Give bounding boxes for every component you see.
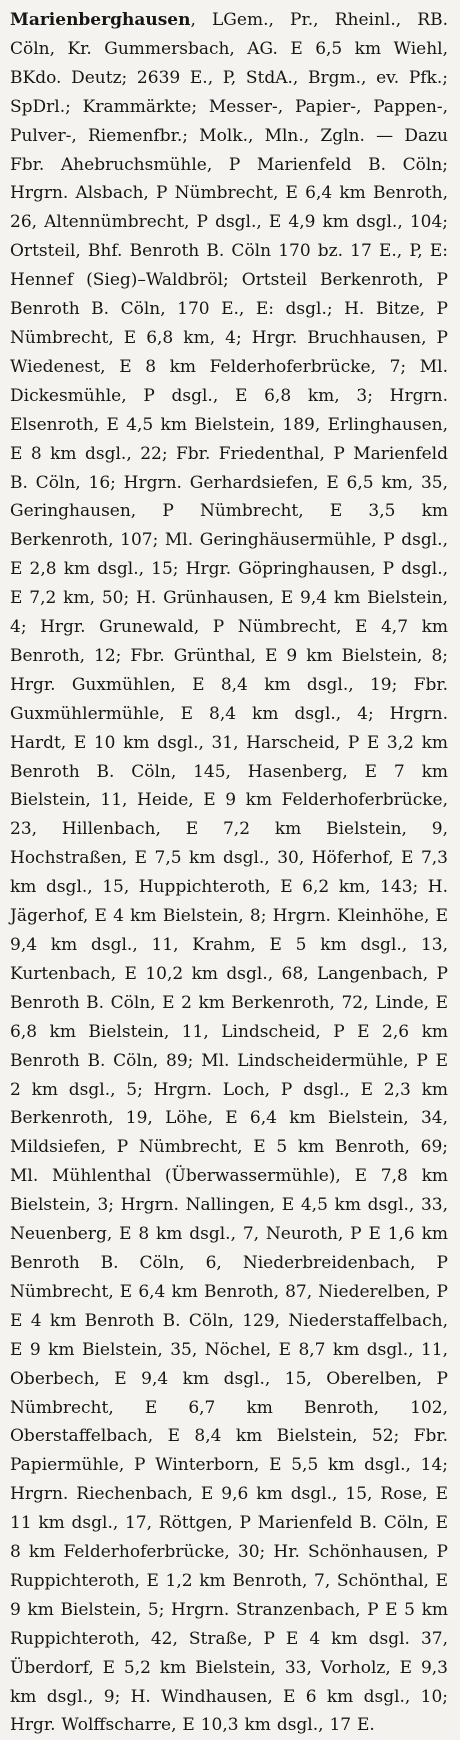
entry-text: , LGem., Pr., Rheinl., RB. Cöln, Kr. Gummersbach, AG. E 6,5 km Wiehl, BKdo. Deutz; 2639 E., P, StdA., Brgm., ev. Pfk.; SpDrl.; Krammärkte; Messer-, Papier-, Pappen-, Pulver-, Riemenfbr.; Molk., Mln., Zgln. — Dazu Fbr. Ahebruchsmühle, P Marienfeld B. Cöln; Hrgrn. Alsbach, P Nümbrecht, E 6,4 km Benroth, 26, Altennümbrecht, P dsgl., E 4,9 km dsgl., 104; Ortsteil, Bhf. Benroth B. Cöln 170 bz. 17 E., P, E: Hennef (Sieg)–Waldbröl; Ortsteil Berkenroth, P Benroth B. Cöln, 170 E., E: dsgl.; H. Bitze, P Nümbrecht, E 6,8 km, 4; Hrgr. Bruchhausen, P Wiedenest, E 8 km Felderhoferbrücke, 7; Ml. Dickesmühle, P dsgl., E 6,8 km, 3; Hrgrn. Elsenroth, E 4,5 km Bielstein, 189, Erlinghausen, E 8 km dsgl., 22; Fbr. Friedenthal, P Marienfeld B. Cöln, 16; Hrgrn. Gerhardsiefen, E 6,5 km, 35, Geringhausen, P Nümbrecht, E 3,5 km Berkenroth, 107; Ml. Geringhäusermühle, P dsgl., E 2,8 km dsgl., 15; Hrgr. Göpringhausen, P dsgl., E 7,2 km, 50; H. Grünhausen, E 9,4 km Bielstein, 4; Hrgr. Grunewald, P Nümbrecht, E 4,7 km Benroth, 12; Fbr. Grünthal, E 9 km Bielstein, 8; Hrgr. Guxmühlen, E 8,4 km dsgl., 19; Fbr. Guxmühlermühle, E 8,4 km dsgl., 4; Hrgrn. Hardt, E 10 km dsgl., 31, Harscheid, P E 3,2 km Benroth B. Cöln, 145, Hasenberg, E 7 km Bielstein, 11, Heide, E 9 km Felderhoferbrücke, 23, Hillenbach, E 7,2 km Bielstein, 9, Hochstraßen, E 7,5 km dsgl., 30, Höferhof, E 7,3 km dsgl., 15, Huppichteroth, E 6,2 km, 143; H. Jägerhof, E 4 km Bielstein, 8; Hrgrn. Kleinhöhe, E 9,4 km dsgl., 11, Krahm, E 5 km dsgl., 13, Kurtenbach, E 10,2 km dsgl., 68, Langenbach, P Benroth B. Cöln, E 2 km Berkenroth, 72, Linde, E 6,8 km Bielstein, 11, Lindscheid, P E 2,6 km Benroth B. Cöln, 89; Ml. Lindscheidermühle, P E 2 km dsgl., 5; Hrgrn. Loch, P dsgl., E 2,3 km Berkenroth, 19, Löhe, E 6,4 km Bielstein, 34, Mildsiefen, P Nümbrecht, E 5 km Benroth, 69; Ml. Mühlenthal (Überwassermühle), E 7,8 km Bielstein, 3; Hrgrn. Nallingen, E 4,5 km dsgl., 33, Neuenberg, E 8 km dsgl., 7, Neuroth, P E 1,6 km Benroth B. Cöln, 6, Niederbreidenbach, P Nümbrecht, E 6,4 km Benroth, 87, Niederelben, P E 4 km Benroth B. Cöln, 129, Niederstaffelbach, E 9 km Bielstein, 35, Nöchel, E 8,7 km dsgl., 11, Oberbech, E 9,4 km dsgl., 15, Oberelben, P Nümbrecht, E 6,7 km Benroth, 102, Oberstaffelbach, E 8,4 km Bielstein, 52; Fbr. Papiermühle, P Winterborn, E 5,5 km dsgl., 14; Hrgrn. Riechenbach, E 9,6 km dsgl., 15, Rose, E 11 km dsgl., 17, Röttgen, P Marienfeld B. Cöln, E 8 km Felderhoferbrücke, 30; Hr. Schönhausen, P Ruppichteroth, E 1,2 km Benroth, 7, Schönthal, E 9 km Bielstein, 5; Hrgrn. Stranzenbach, P E 5 km Ruppichteroth, 42, Straße, P E 4 km dsgl. 37, Überdorf, E 5,2 km Bielstein, 33, Vorholz, E 9,3 km dsgl., 9; H. Windhausen, E 6 km dsgl., 10; Hrgr. Wolffscharre, E 10,3 km dsgl., 17 E. xyxy=(10,10,448,1736)
entry-headword: Marienberghausen xyxy=(10,10,191,30)
gazetteer-entry xyxy=(10,6,448,1740)
